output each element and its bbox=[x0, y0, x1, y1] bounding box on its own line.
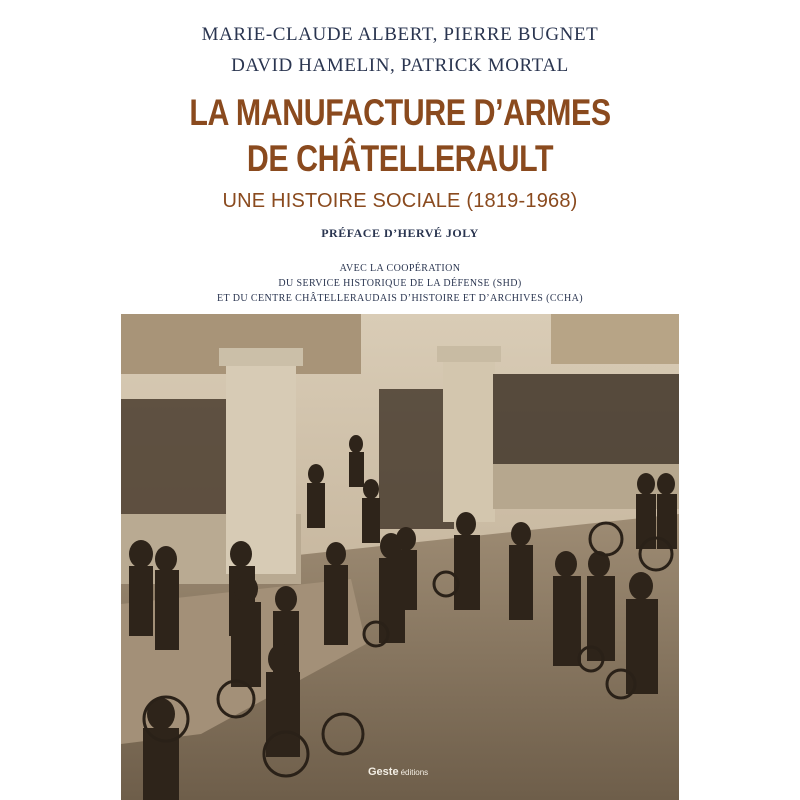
publisher-name: Geste bbox=[368, 766, 399, 778]
cooperation-line-3: ET DU CENTRE CHÂTELLERAUDAIS D’HISTOIRE ET D’ARCHIVES (CCHA) bbox=[217, 293, 583, 304]
cover-photograph bbox=[121, 314, 679, 800]
publisher-logo bbox=[368, 762, 428, 780]
authors-line-1: MARIE-CLAUDE ALBERT, PIERRE BUGNET bbox=[201, 24, 599, 45]
book-subtitle: UNE HISTOIRE SOCIALE (1819-1968) bbox=[222, 190, 578, 212]
publisher-suffix: éditions bbox=[400, 768, 429, 777]
left-gate-pillar bbox=[226, 354, 296, 574]
right-gate-pillar bbox=[443, 352, 495, 522]
right-pillar-cap bbox=[437, 346, 501, 362]
cooperation-line-1: AVEC LA COOPÉRATION bbox=[339, 263, 461, 274]
central-iron-gate bbox=[379, 389, 454, 529]
sepia-photo-illustration bbox=[121, 314, 679, 800]
book-title-line-1: LA MANUFACTURE D’ARMES bbox=[189, 92, 611, 133]
right-iron-fence bbox=[493, 374, 679, 479]
left-pillar-cap bbox=[219, 348, 303, 366]
book-title-line-2: DE CHÂTELLERAULT bbox=[246, 138, 554, 179]
preface-credit: PRÉFACE D’HERVÉ JOLY bbox=[321, 226, 479, 240]
authors-line-2: DAVID HAMELIN, PATRICK MORTAL bbox=[231, 55, 569, 76]
cooperation-line-2: DU SERVICE HISTORIQUE DE LA DÉFENSE (SHD) bbox=[278, 278, 522, 289]
background-building-right bbox=[551, 314, 679, 364]
